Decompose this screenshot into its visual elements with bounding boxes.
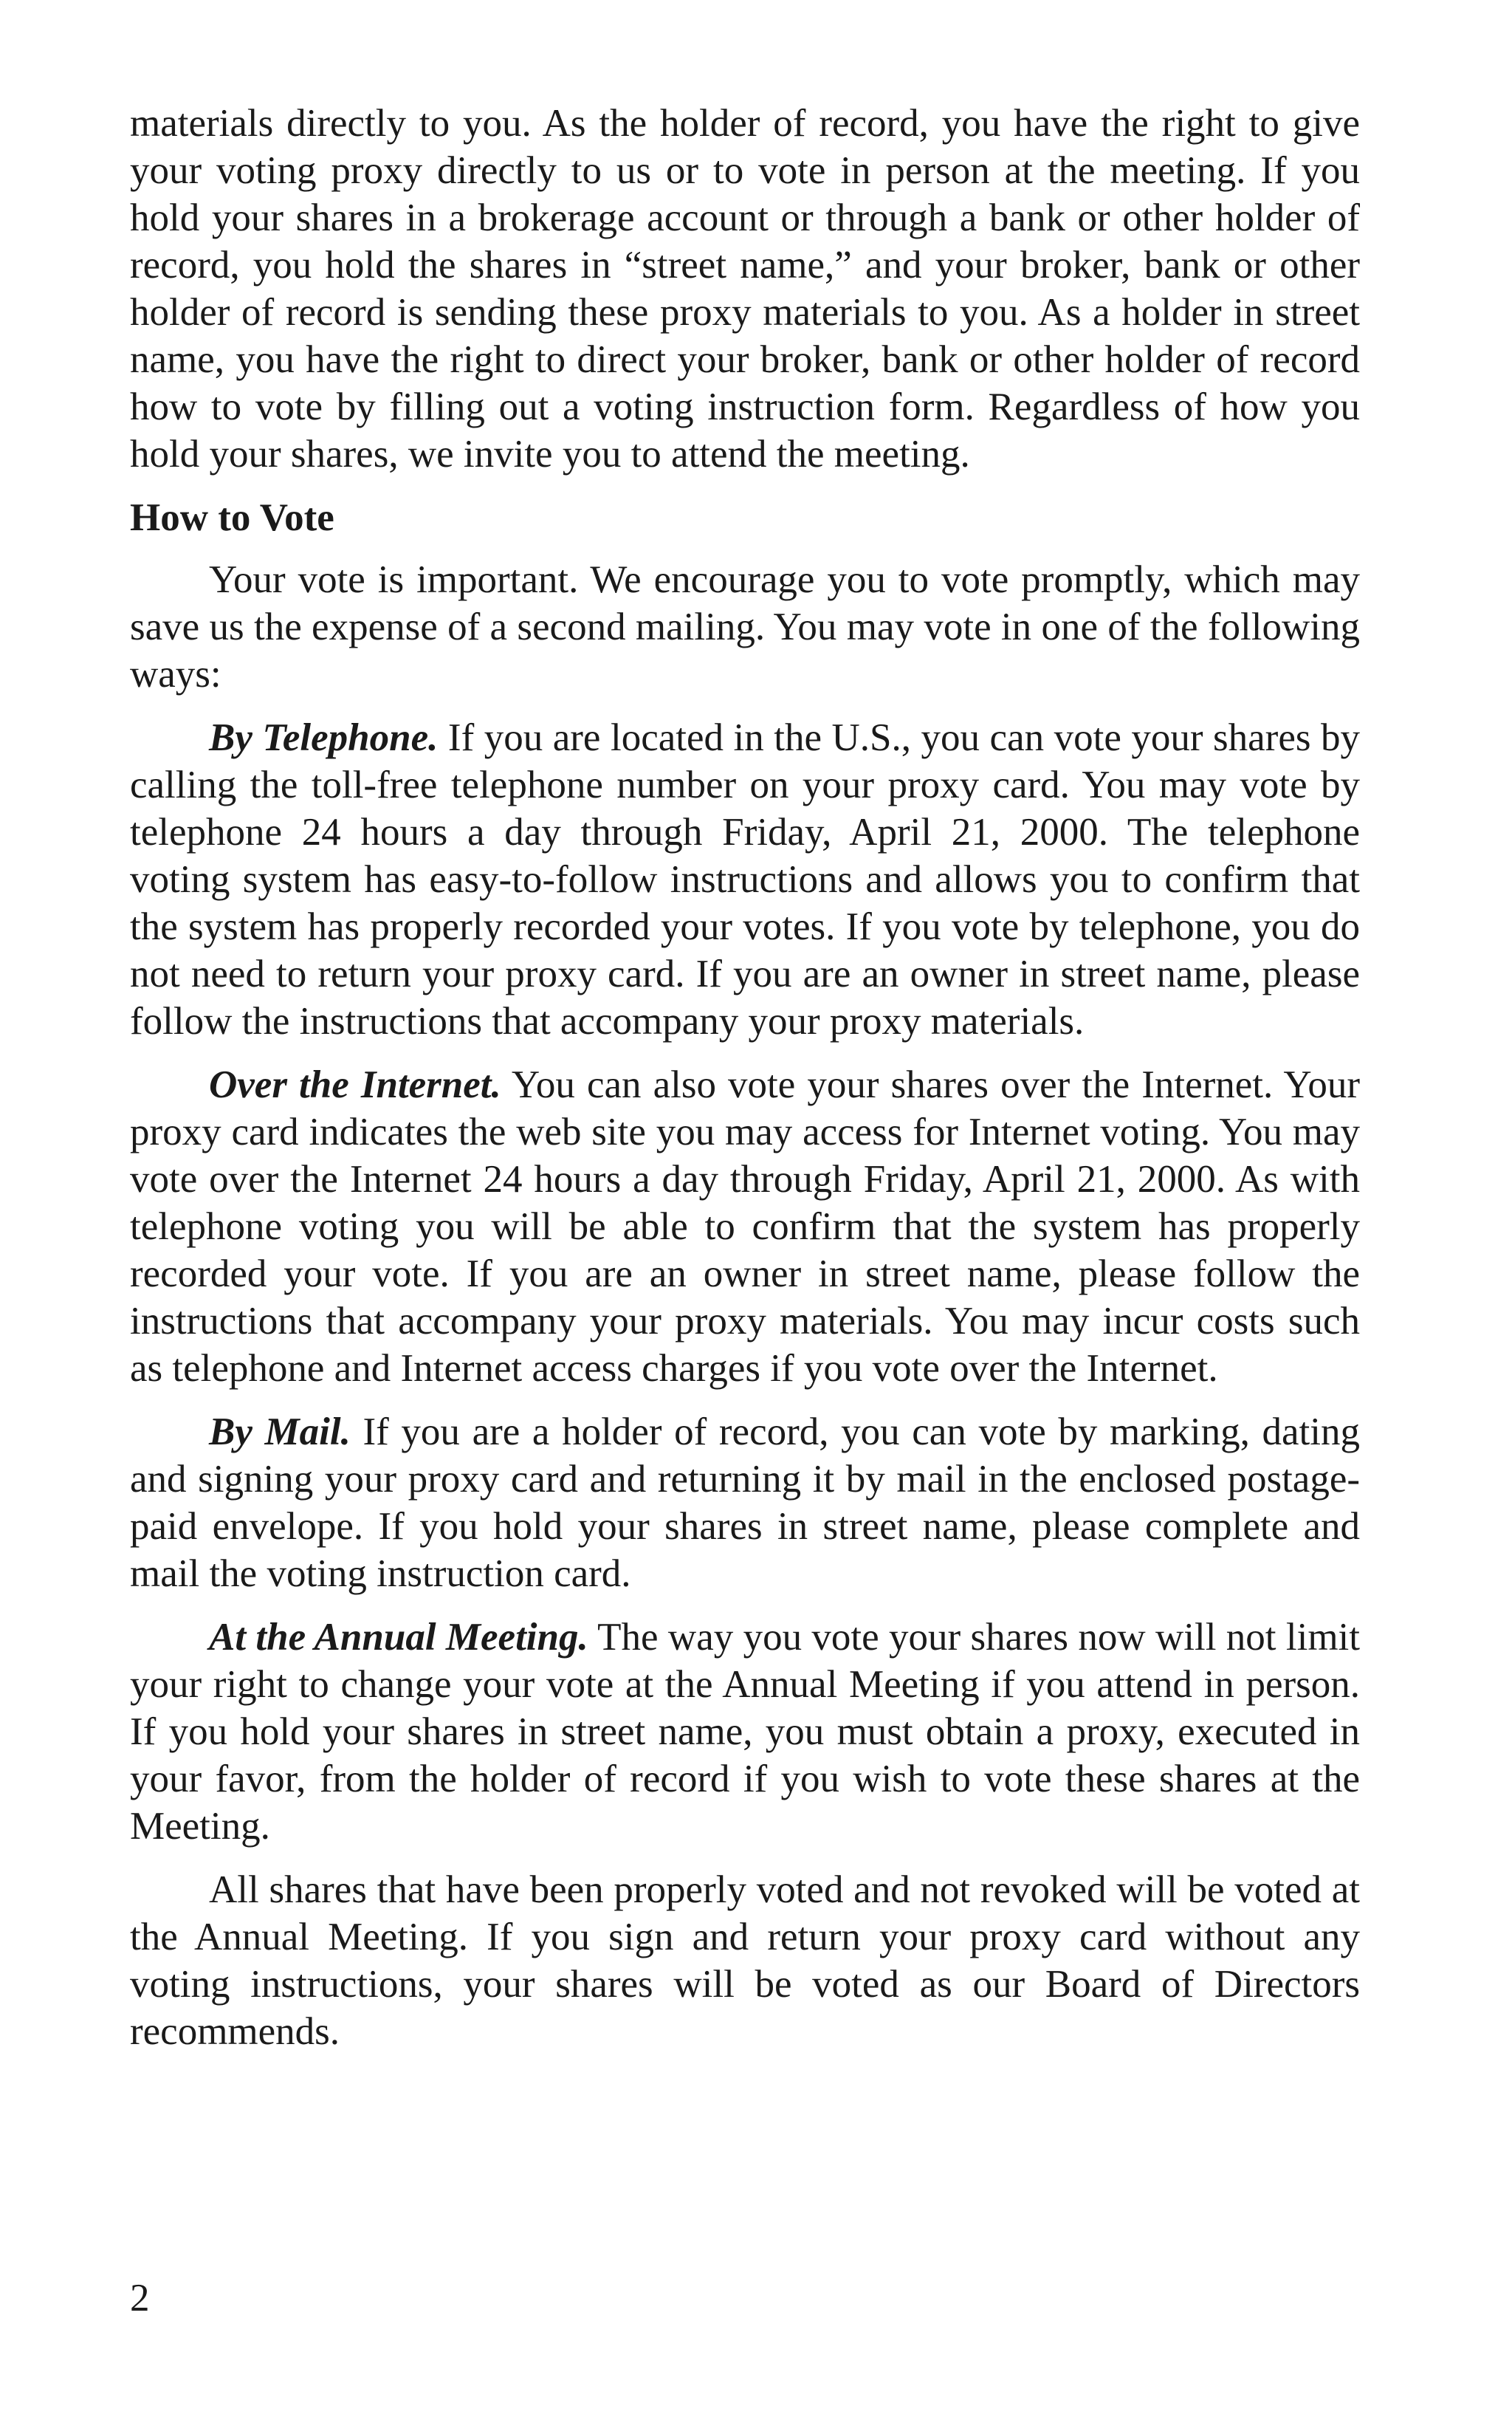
method-annual-meeting-text: The way you vote your shares now will not limit your right to change your vote at the Annual Meeting if you attend in person. If you hold your shares in street name, you must obtain a proxy, executed in your favor, from the holder of record if you wish to vote these shares at the Meeting. — [130, 1616, 1360, 1848]
method-internet-text: You can also vote your shares over the Internet. Your proxy card indicates the web site you may access for Internet voting. You may vote over the Internet 24 hours a day through Friday, April 21, 2000. As with telephone voting you will be able to confirm that the system has properly recorded your vote. If you are an owner in street name, please follow the instructions that accompany your proxy materials. You may incur costs such as telephone and Internet access charges if you vote over the Internet. — [130, 1063, 1360, 1390]
method-telephone-lead: By Telephone. — [209, 716, 439, 759]
method-internet-lead: Over the Internet. — [209, 1063, 501, 1106]
method-annual-meeting-paragraph — [130, 1614, 1360, 1850]
method-mail-text: If you are a holder of record, you can vote by marking, dating and signing your proxy card and returning it by mail in the enclosed postage-paid envelope. If you hold your shares in street name, please complete and mail the voting instruction card. — [130, 1410, 1360, 1595]
method-annual-meeting-lead: At the Annual Meeting. — [209, 1616, 588, 1659]
document-page — [130, 100, 1360, 2055]
method-telephone-paragraph — [130, 714, 1360, 1045]
intro-paragraph: materials directly to you. As the holder of record, you have the right to give your voting proxy directly to us or to vote in person at the meeting. If you hold your shares in a brokerage account or through a bank or other holder of record, you hold the shares in “street name,” and your broker, bank or other holder of record is sending these proxy materials to you. As a holder in street name, you have the right to direct your broker, bank or other holder of record how to vote by filling out a voting instruction form. Regardless of how you hold your shares, we invite you to attend the meeting. — [130, 102, 1360, 476]
page-number: 2 — [130, 2277, 150, 2320]
section-intro-paragraph: Your vote is important. We encourage you to vote promptly, which may save us the expense of a second mailing. You may vote in one of the following ways: — [130, 558, 1360, 696]
closing-paragraph: All shares that have been properly voted and not revoked will be voted at the Annual Meeting. If you sign and return your proxy card without any voting instructions, your shares will be voted as our Board of Directors recommends. — [130, 1868, 1360, 2053]
method-mail-lead: By Mail. — [209, 1410, 351, 1453]
section-heading-how-to-vote: How to Vote — [130, 496, 334, 539]
method-mail-paragraph — [130, 1408, 1360, 1597]
method-internet-paragraph — [130, 1061, 1360, 1392]
method-telephone-text: If you are located in the U.S., you can vote your shares by calling the toll-free telephone number on your proxy card. You may vote by telephone 24 hours a day through Friday, April 21, 2000. The telephone voting system has easy-to-follow instructions and allows you to confirm that the system has properly recorded your votes. If you vote by telephone, you do not need to return your proxy card. If you are an owner in street name, please follow the instructions that accompany your proxy materials. — [130, 716, 1360, 1043]
